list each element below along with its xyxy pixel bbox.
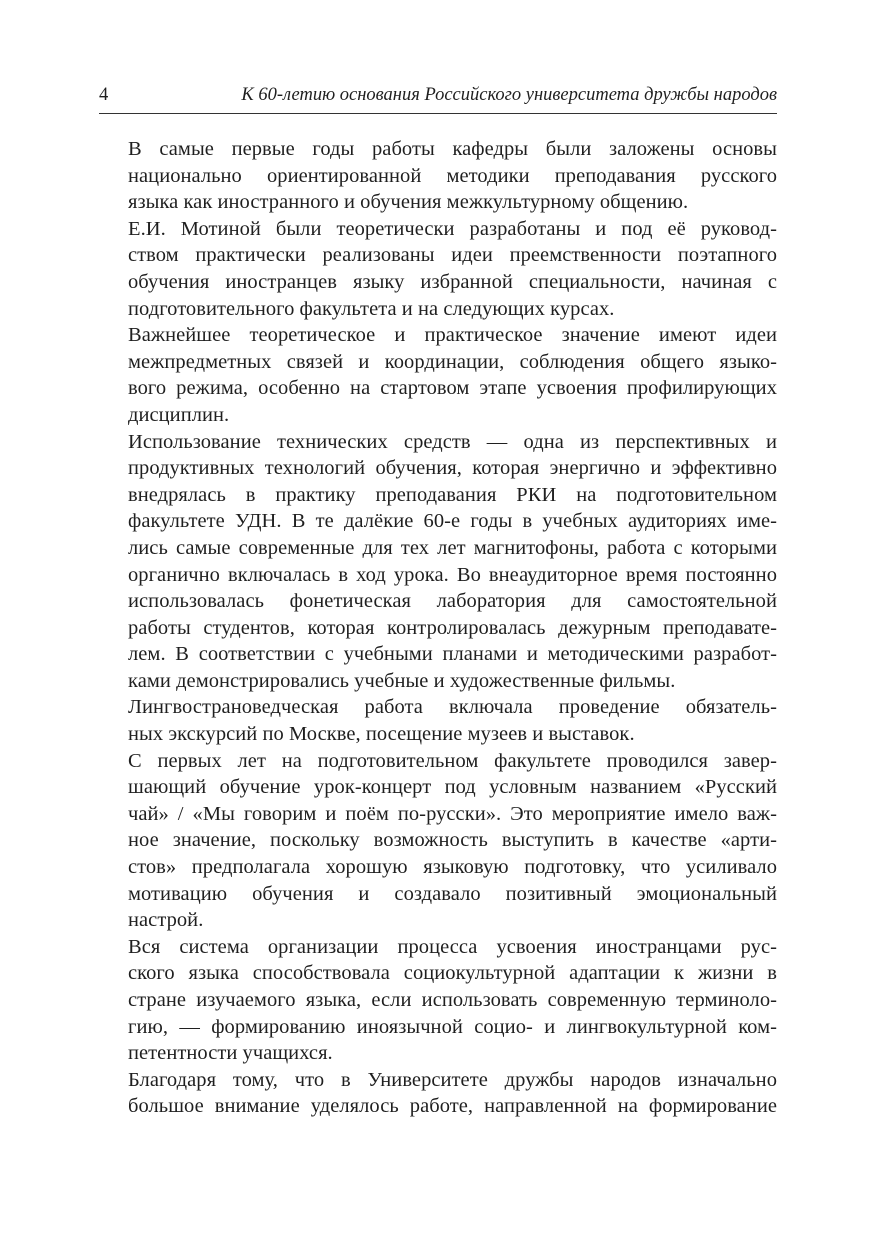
text-line: гию, — формированию иноязычной социо- и лингвокультурной ком- (128, 1015, 777, 1038)
text-line: мотивацию обучения и создавало позитивный эмоциональный (128, 882, 777, 905)
text-line: языка как иностранного и обучения межкультурному общению. (128, 191, 689, 214)
text-line: ством практически реализованы идеи преемственности поэтапного (128, 244, 777, 267)
text-line: шающий обучение урок-концерт под условным названием «Русский (128, 776, 777, 799)
text-line: факультете УДН. В те далёкие 60-е годы в учебных аудиториях име- (128, 510, 777, 533)
text-line: Е.И. Мотиной были теоретически разработаны и под её руковод- (128, 217, 777, 240)
text-line: Важнейшее теоретическое и практическое значение имеют идеи (128, 324, 777, 347)
text-line: В самые первые годы работы кафедры были заложены основы (128, 138, 777, 160)
paragraph (99, 216, 777, 322)
text-line: чай» / «Мы говорим и поём по-русски». Это мероприятие имело важ- (128, 802, 777, 825)
paragraph (99, 136, 777, 216)
text-line: Использование технических средств — одна из перспективных и (128, 430, 777, 453)
text-line: дисциплин. (128, 403, 230, 426)
text-line: стране изучаемого языка, если использовать современную терминоло- (128, 989, 777, 1011)
paragraph (99, 322, 777, 428)
text-line: использовалась фонетическая лаборатория для самостоятельной (128, 590, 777, 613)
text-line: стов» предполагала хорошую языковую подготовку, что усиливало (128, 856, 777, 879)
paragraph (99, 694, 777, 747)
text-line: лем. В соответствии с учебными планами и методическими разработ- (128, 643, 777, 666)
text-line: продуктивных технологий обучения, которая энергично и эффективно (128, 457, 777, 480)
text-line: Вся система организации процесса усвоения иностранцами рус- (128, 935, 777, 958)
text-line: Благодаря тому, что в Университете дружбы народов изначально (128, 1068, 777, 1091)
text-line: ных экскурсий по Москве, посещение музеев и выставок. (128, 723, 635, 746)
text-line: большое внимание уделялось работе, направленной на формирование (128, 1095, 777, 1118)
document-page (99, 82, 777, 1120)
body-text (99, 136, 777, 1120)
text-line: внедрялась в практику преподавания РКИ на подготовительном (128, 483, 777, 506)
text-line: лись самые современные для тех лет магнитофоны, работа с которыми (128, 536, 777, 559)
page-number: 4 (99, 85, 109, 105)
paragraph (99, 748, 777, 934)
text-line: национально ориентированной методики преподавания русского (128, 164, 777, 187)
text-line: ского языка способствовала социокультурной адаптации к жизни в (128, 962, 777, 985)
text-line: ное значение, поскольку возможность выступить в качестве «арти- (128, 829, 777, 852)
text-line: петентности учащихся. (128, 1042, 333, 1065)
text-line: работы студентов, которая контролировалась дежурным преподавате- (128, 616, 777, 639)
text-line: вого режима, особенно на стартовом этапе усвоения профилирующих (128, 377, 777, 400)
running-title: К 60-летию основания Российского университета дружбы народов (241, 85, 777, 105)
running-header (99, 82, 777, 114)
text-line: органично включалась в ход урока. Во внеаудиторное время постоянно (128, 563, 777, 586)
paragraph (99, 429, 777, 695)
text-line: Лингвострановедческая работа включала проведение обязатель- (128, 696, 777, 719)
text-line: С первых лет на подготовительном факультете проводился завер- (128, 749, 777, 772)
paragraph (99, 1067, 777, 1120)
text-line: межпредметных связей и координации, соблюдения общего языко- (128, 350, 777, 373)
text-line: обучения иностранцев языку избранной специальности, начиная с (128, 270, 777, 293)
paragraph (99, 934, 777, 1067)
text-line: подготовительного факультета и на следующих курсах. (128, 297, 615, 320)
text-line: ками демонстрировались учебные и художественные фильмы. (128, 669, 676, 692)
text-line: настрой. (128, 909, 204, 932)
